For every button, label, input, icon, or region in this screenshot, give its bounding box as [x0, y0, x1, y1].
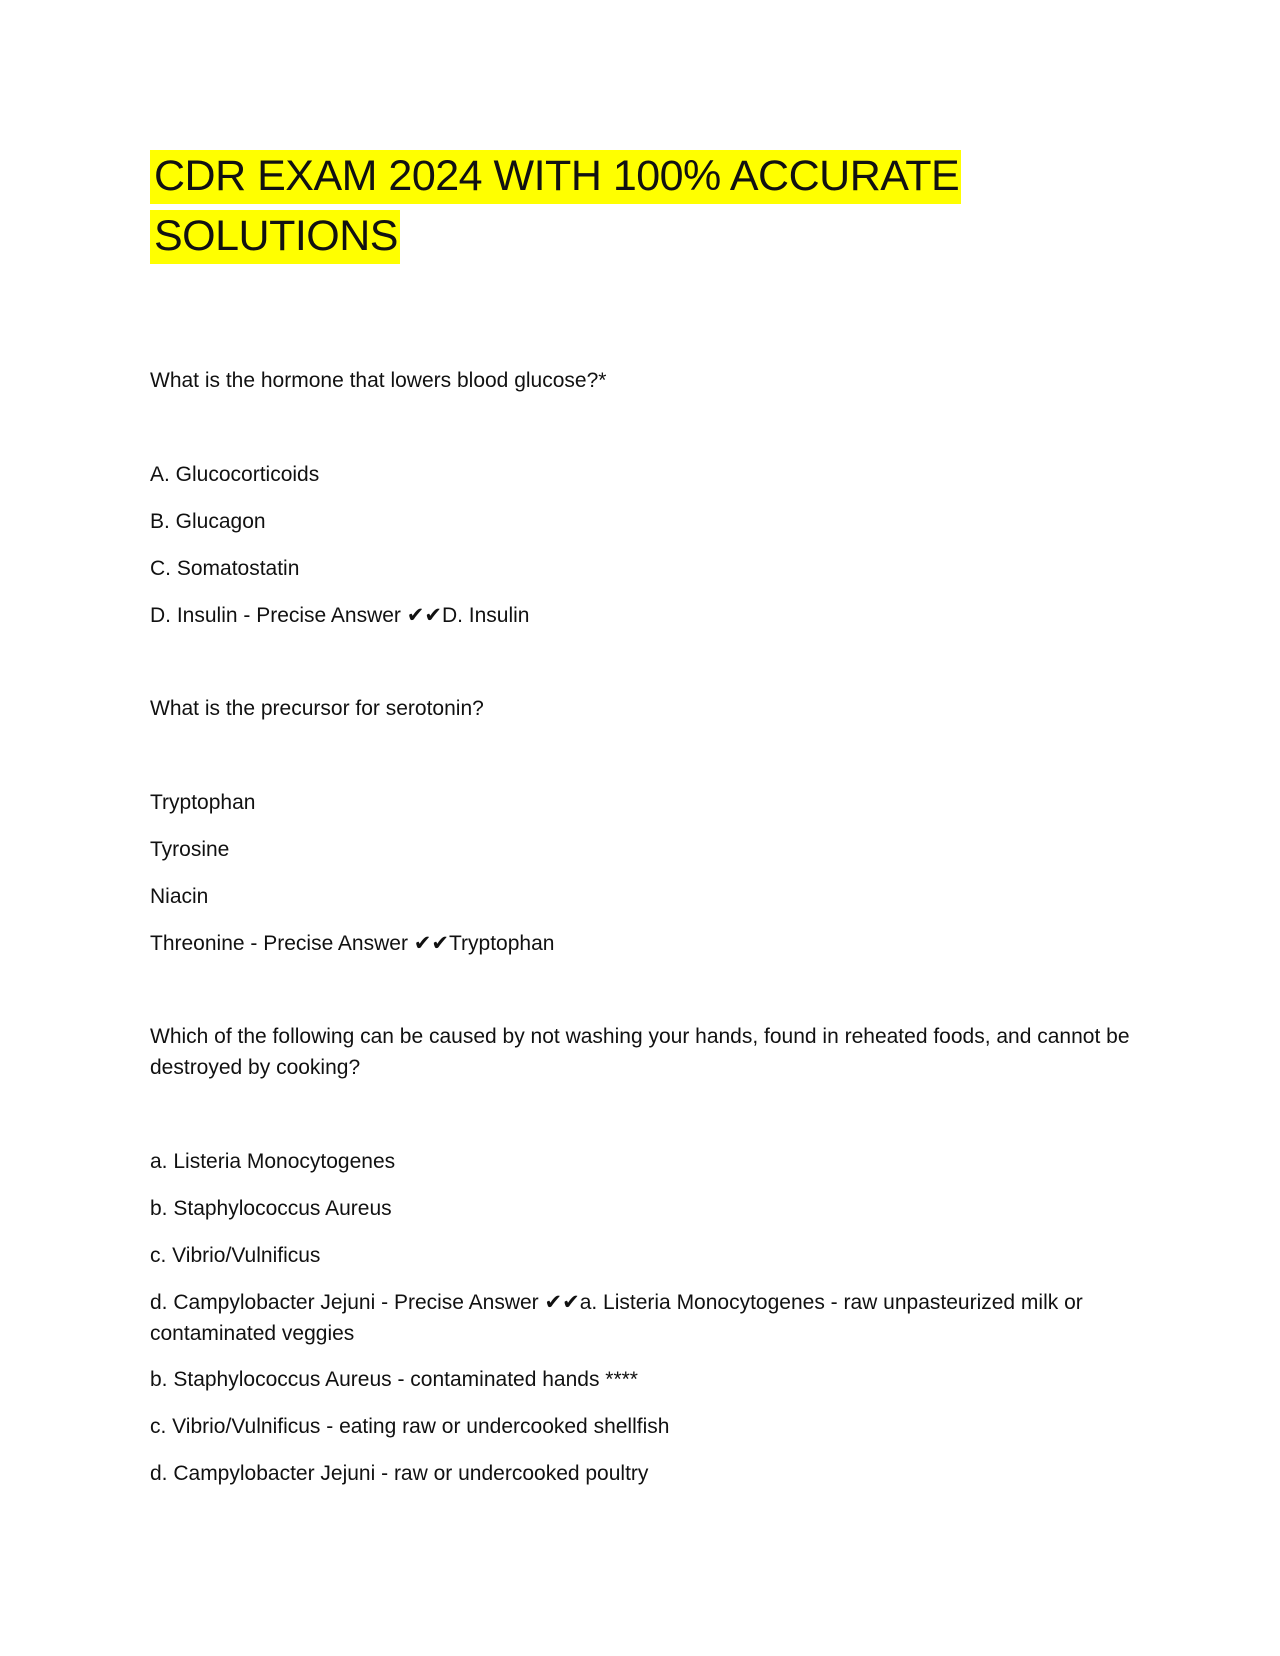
question-2-prompt: What is the precursor for serotonin? — [150, 697, 484, 720]
question-3-explanation-c: c. Vibrio/Vulnificus - eating raw or undercooked shellfish — [150, 1415, 670, 1438]
question-1-option-c: C. Somatostatin — [150, 557, 300, 580]
question-1-prompt: What is the hormone that lowers blood glucose?* — [150, 369, 607, 392]
question-1-option-a: A. Glucocorticoids — [150, 463, 320, 486]
title-highlight: CDR EXAM 2024 WITH 100% ACCURATE SOLUTIONS — [150, 150, 961, 264]
question-3-option-d-answer: d. Campylobacter Jejuni - Precise Answer ✔✔a. Listeria Monocytogenes - raw unpasteurized milk or contaminated veggies — [150, 1291, 1083, 1345]
question-3-option-c: c. Vibrio/Vulnificus — [150, 1244, 321, 1267]
question-3-explanation-d: d. Campylobacter Jejuni - raw or undercooked poultry — [150, 1462, 649, 1485]
question-3-option-a: a. Listeria Monocytogenes — [150, 1150, 396, 1173]
document-title — [150, 146, 1130, 266]
question-2-option-2: Tyrosine — [150, 838, 230, 861]
question-1-option-d-answer: D. Insulin - Precise Answer ✔✔D. Insulin — [150, 604, 530, 627]
question-3-option-b: b. Staphylococcus Aureus — [150, 1197, 392, 1220]
question-2-option-4-answer: Threonine - Precise Answer ✔✔Tryptophan — [150, 932, 555, 955]
question-3-explanation-b: b. Staphylococcus Aureus - contaminated hands **** — [150, 1368, 638, 1391]
question-1-option-b: B. Glucagon — [150, 510, 266, 533]
question-2-option-1: Tryptophan — [150, 791, 256, 814]
question-2-option-3: Niacin — [150, 885, 209, 908]
question-3-prompt: Which of the following can be caused by not washing your hands, found in reheated foods, and cannot be destroyed by cooking? — [150, 1025, 1130, 1079]
